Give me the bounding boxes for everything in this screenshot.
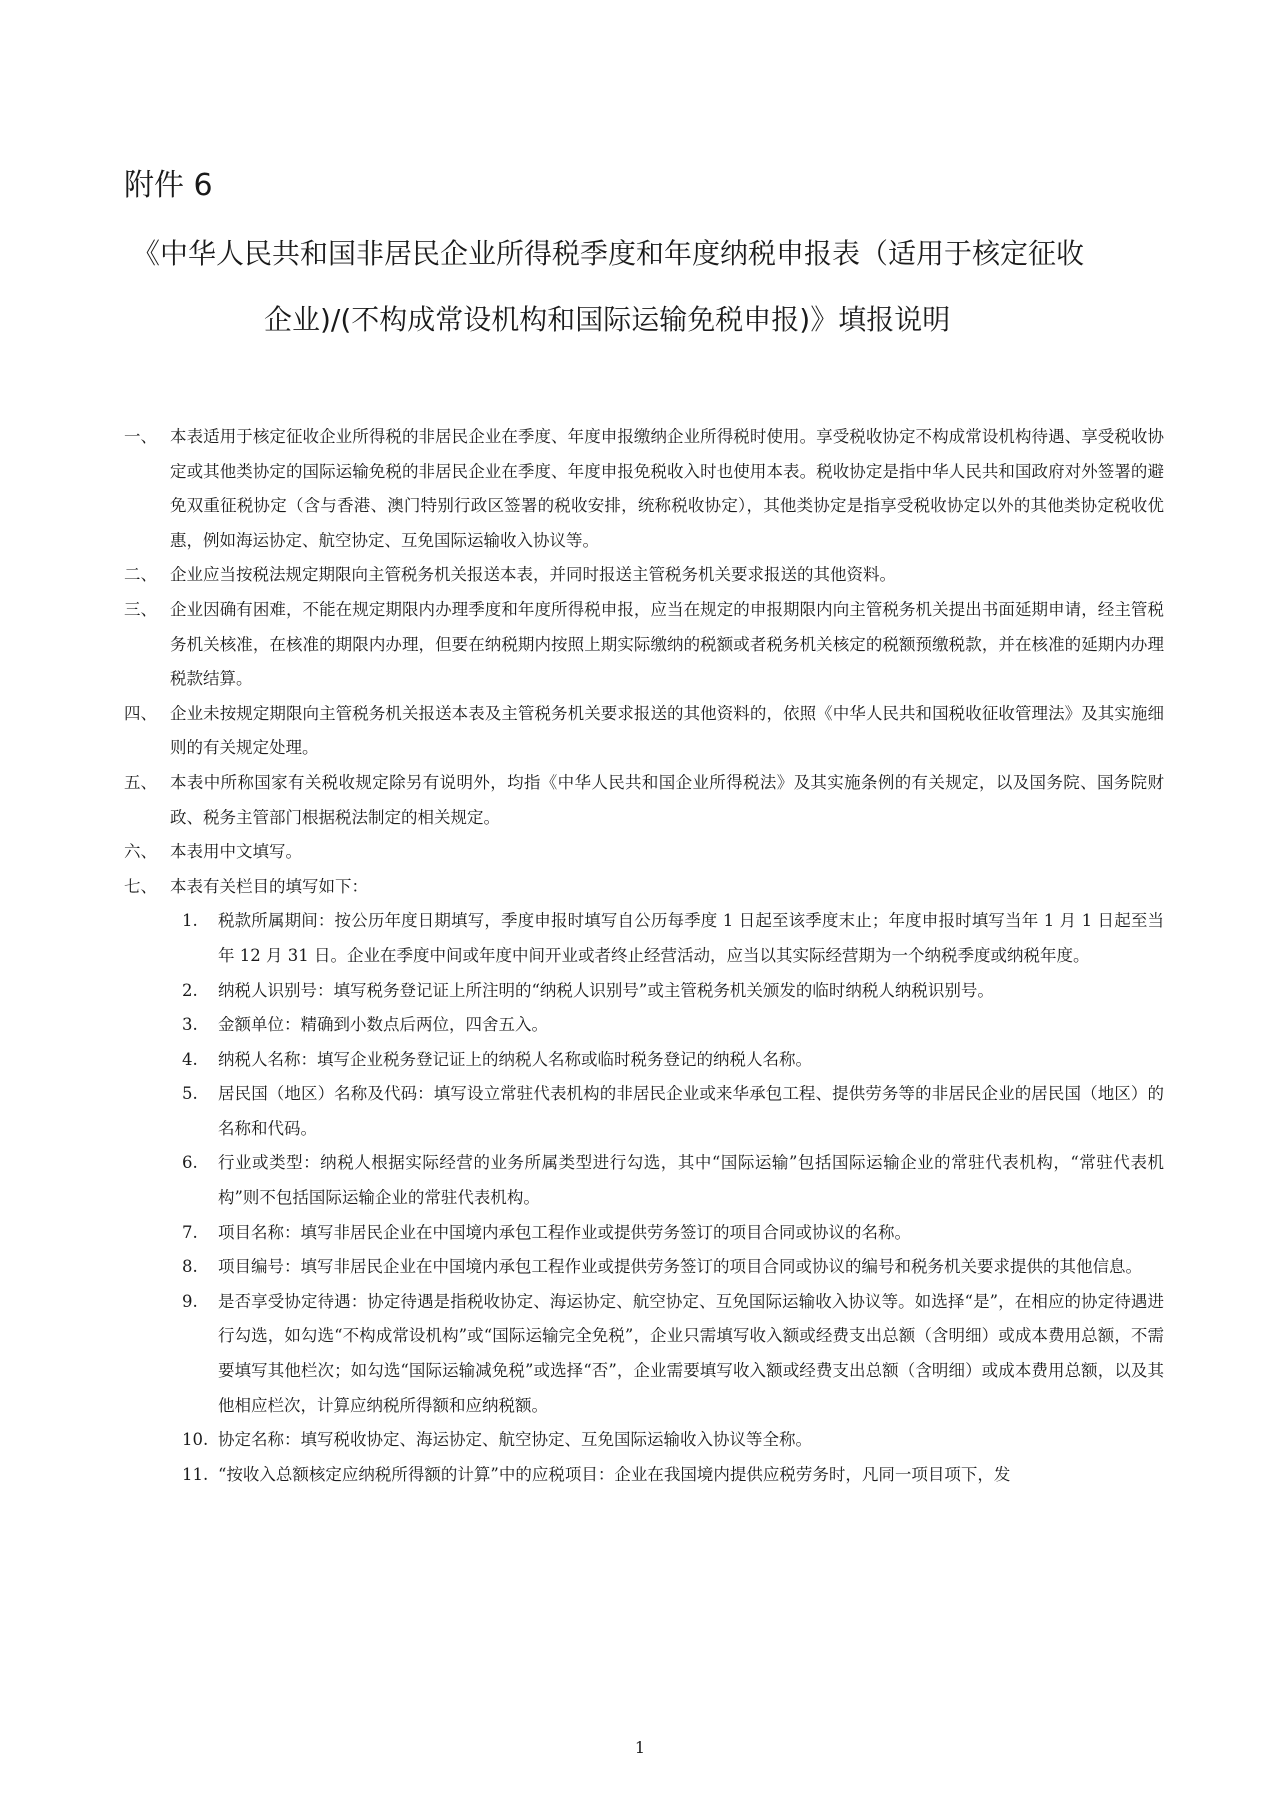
list-item bbox=[182, 1216, 1164, 1251]
list-item bbox=[182, 1146, 1164, 1215]
section-number: 五、 bbox=[124, 772, 157, 792]
item-number: 5. bbox=[182, 1084, 198, 1104]
section-text: 本表用中文填写。 bbox=[170, 842, 302, 862]
attachment-label: 附件 6 bbox=[124, 168, 213, 203]
page-number: 1 bbox=[634, 1738, 646, 1757]
item-number: 1. bbox=[182, 911, 198, 931]
item-text: 项目编号：填写非居民企业在中国境内承包工程作业或提供劳务签订的项目合同或协议的编号和税务机关要求提供的其他信息。 bbox=[218, 1257, 1142, 1277]
list-item bbox=[182, 1077, 1164, 1146]
item-text: 纳税人识别号：填写税务登记证上所注明的“纳税人识别号”或主管税务机关颁发的临时纳税人纳税识别号。 bbox=[218, 980, 994, 1000]
item-number: 10. bbox=[182, 1430, 209, 1450]
item-text: 行业或类型：纳税人根据实际经营的业务所属类型进行勾选，其中“国际运输”包括国际运输企业的常驻代表机构，“常驻代表机构”则不包括国际运输企业的常驻代表机构。 bbox=[218, 1153, 1164, 1208]
list-item bbox=[182, 1008, 1164, 1043]
section-number: 二、 bbox=[124, 565, 157, 585]
section-text: 本表适用于核定征收企业所得税的非居民企业在季度、年度申报缴纳企业所得税时使用。享受税收协定不构成常设机构待遇、享受税收协定或其他类协定的国际运输免税的非居民企业在季度、年度申报免税收入时也使用本表。税收协定是指中华人民共和国政府对外签署的避免双重征税协定（含与香港、澳门特别行政区签署的税收安排，统称税收协定），其他类协定是指享受税收协定以外的其他类协定税收优惠，例如海运协定、航空协定、互免国际运输收入协议等。 bbox=[170, 427, 1164, 550]
section-text: 企业应当按税法规定期限向主管税务机关报送本表，并同时报送主管税务机关要求报送的其他资料。 bbox=[170, 565, 896, 585]
section-5 bbox=[124, 766, 1164, 835]
item-text: 协定名称：填写税收协定、海运协定、航空协定、互免国际运输收入协议等全称。 bbox=[218, 1430, 812, 1450]
item-text: “按收入总额核定应纳税所得额的计算”中的应税项目：企业在我国境内提供应税劳务时，凡同一项目项下，发 bbox=[218, 1464, 1011, 1484]
section-number: 三、 bbox=[124, 599, 157, 619]
item-number: 11. bbox=[182, 1464, 209, 1484]
item-text: 税款所属期间：按公历年度日期填写，季度申报时填写自公历每季度 1 日起至该季度末止；年度申报时填写当年 1 月 1 日起至当年 12 月 31 日。企业在季度中间或年度中间开业或者终止经营活动，应当以其实际经营期为一个纳税季度或纳税年度。 bbox=[218, 911, 1164, 965]
section-7 bbox=[124, 870, 1164, 905]
section-text: 本表有关栏目的填写如下： bbox=[170, 876, 368, 896]
item-number: 7. bbox=[182, 1222, 198, 1242]
section-6 bbox=[124, 835, 1164, 870]
section-number: 七、 bbox=[124, 876, 157, 896]
list-item bbox=[182, 1250, 1164, 1285]
section-text: 企业因确有困难，不能在规定期限内办理季度和年度所得税申报，应当在规定的申报期限内向主管税务机关提出书面延期申请，经主管税务机关核准，在核准的期限内办理，但要在纳税期内按照上期实际缴纳的税额或者税务机关核定的税额预缴税款，并在核准的延期内办理税款结算。 bbox=[170, 599, 1164, 689]
item-text: 居民国（地区）名称及代码：填写设立常驻代表机构的非居民企业或来华承包工程、提供劳务等的非居民企业的居民国（地区）的名称和代码。 bbox=[218, 1084, 1164, 1138]
item-number: 4. bbox=[182, 1049, 198, 1069]
section-text: 本表中所称国家有关税收规定除另有说明外，均指《中华人民共和国企业所得税法》及其实施条例的有关规定，以及国务院、国务院财政、税务主管部门根据税法制定的相关规定。 bbox=[170, 772, 1164, 827]
list-item bbox=[182, 1043, 1164, 1078]
section-number: 六、 bbox=[124, 842, 157, 862]
section-4 bbox=[124, 697, 1164, 766]
item-number: 6. bbox=[182, 1153, 198, 1173]
item-number: 8. bbox=[182, 1257, 198, 1277]
section-text: 企业未按规定期限向主管税务机关报送本表及主管税务机关要求报送的其他资料的，依照《中华人民共和国税收征收管理法》及其实施细则的有关规定处理。 bbox=[170, 703, 1164, 758]
section-1 bbox=[124, 420, 1164, 558]
item-text: 项目名称：填写非居民企业在中国境内承包工程作业或提供劳务签订的项目合同或协议的名称。 bbox=[218, 1222, 911, 1242]
document-title-line-2: 企业)/(不构成常设机构和国际运输免税申报)》填报说明 bbox=[264, 303, 951, 336]
item-text: 纳税人名称：填写企业税务登记证上的纳税人名称或临时税务登记的纳税人名称。 bbox=[218, 1049, 812, 1069]
section-3 bbox=[124, 593, 1164, 697]
instructions-body bbox=[124, 420, 1164, 1492]
section-number: 四、 bbox=[124, 703, 157, 723]
section-2 bbox=[124, 558, 1164, 593]
list-item bbox=[182, 1458, 1164, 1493]
list-item bbox=[182, 1423, 1164, 1458]
document-title-line-1: 《中华人民共和国非居民企业所得税季度和年度纳税申报表（适用于核定征收 bbox=[132, 237, 1085, 270]
item-number: 3. bbox=[182, 1015, 198, 1035]
list-item bbox=[182, 1285, 1164, 1423]
item-number: 2. bbox=[182, 980, 198, 1000]
section-number: 一、 bbox=[124, 427, 157, 446]
list-item bbox=[182, 974, 1164, 1009]
list-item bbox=[182, 904, 1164, 973]
item-text: 金额单位：精确到小数点后两位，四舍五入。 bbox=[218, 1015, 548, 1035]
item-text: 是否享受协定待遇：协定待遇是指税收协定、海运协定、航空协定、互免国际运输收入协议等。如选择“是”，在相应的协定待遇进行勾选，如勾选“不构成常设机构”或“国际运输完全免税”，企业只需填写收入额或经费支出总额（含明细）或成本费用总额，不需要填写其他栏次；如勾选“国际运输减免税”或选择“否”，企业需要填写收入额或经费支出总额（含明细）或成本费用总额，以及其他相应栏次，计算应纳税所得额和应纳税额。 bbox=[218, 1291, 1164, 1415]
item-number: 9. bbox=[182, 1291, 198, 1311]
